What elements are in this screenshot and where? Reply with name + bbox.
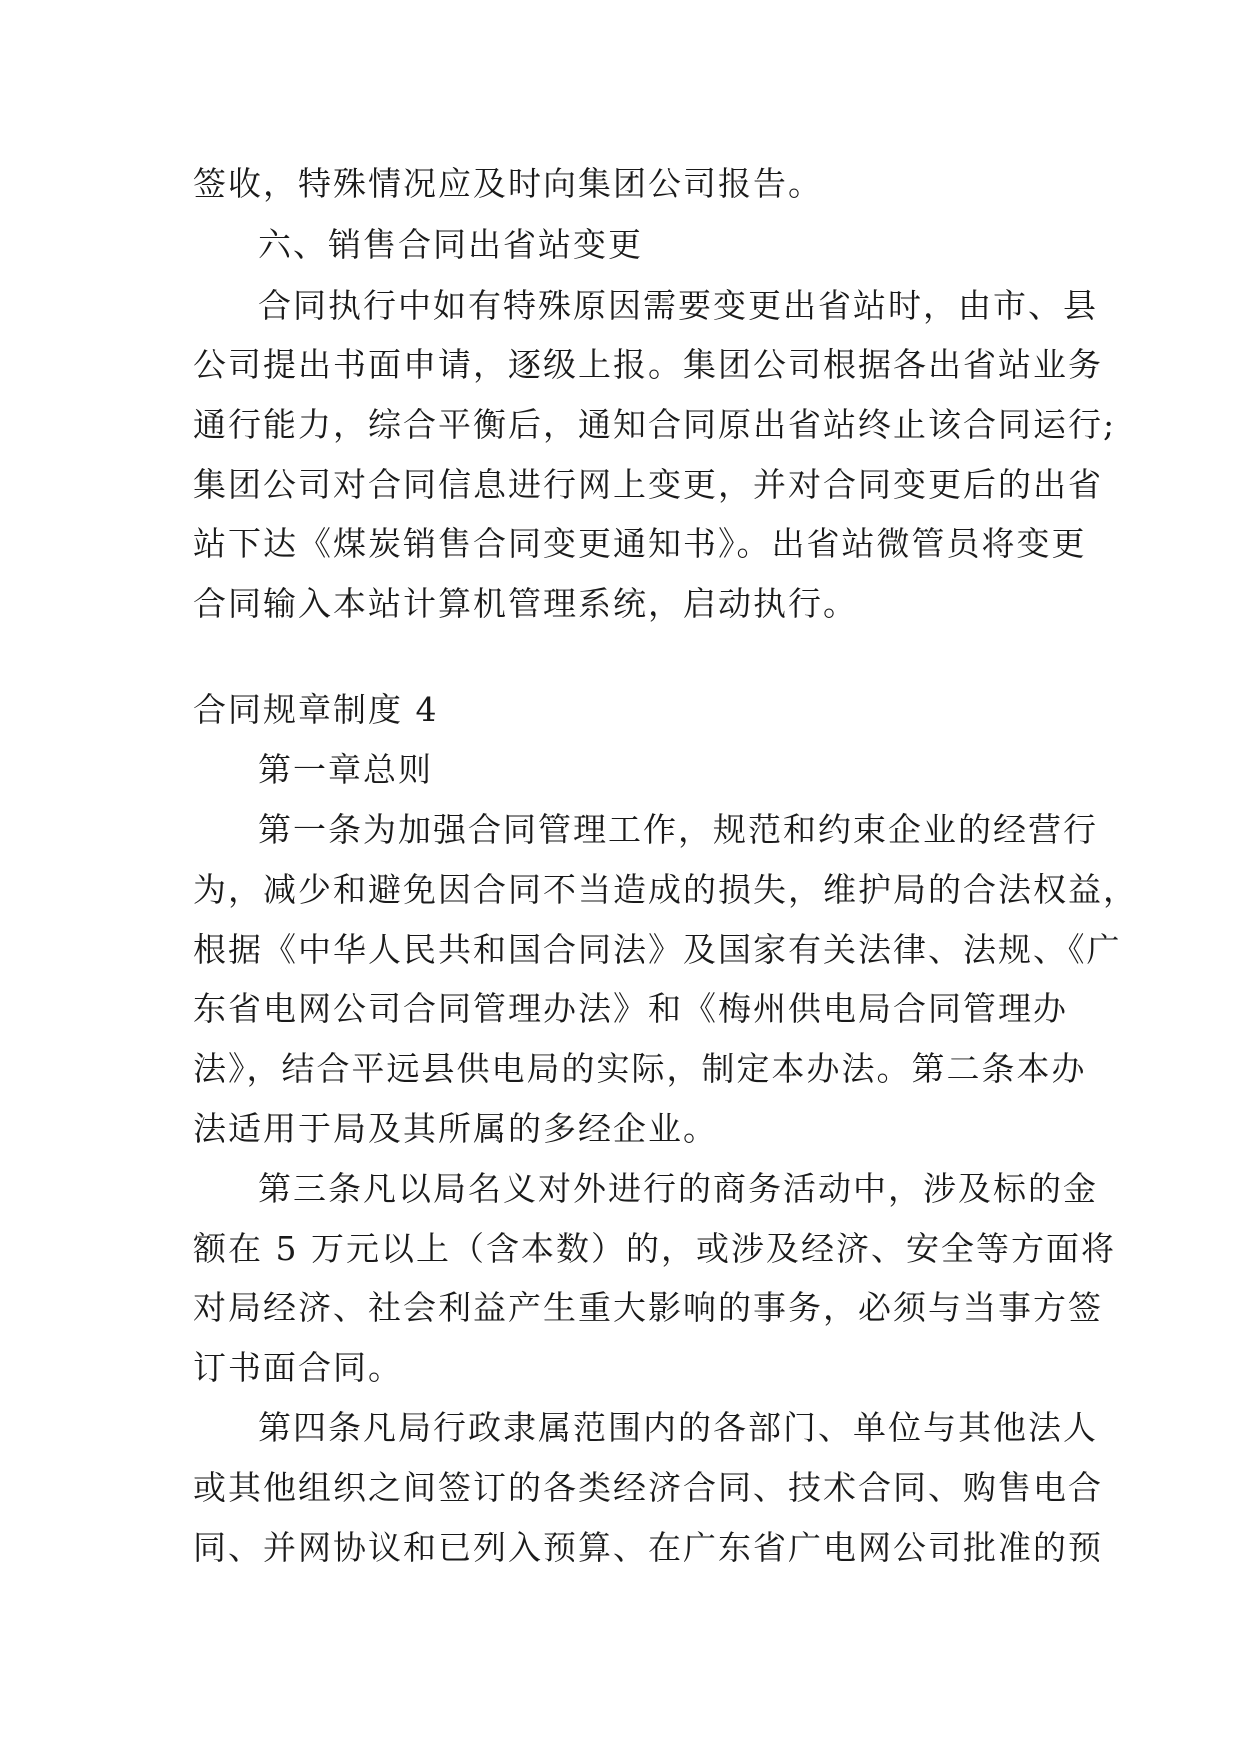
text-line: 同、并网协议和已列入预算、在广东省广电网公司批准的预 (193, 1528, 1103, 1567)
text-line: 集团公司对合同信息进行网上变更，并对合同变更后的出省 (193, 465, 1103, 504)
document-title: 合同规章制度 4 (193, 690, 439, 729)
text-line: 额在 5 万元以上（含本数）的，或涉及经济、安全等方面将 (193, 1229, 1116, 1268)
text-line: 公司提出书面申请，逐级上报。集团公司根据各出省站业务 (193, 345, 1103, 384)
text-line: 东省电网公司合同管理办法》和《梅州供电局合同管理办 (193, 989, 1068, 1028)
text-line: 为，减少和避免因合同不当造成的损失，维护局的合法权益， (193, 870, 1138, 909)
text-line: 法适用于局及其所属的多经企业。 (193, 1109, 718, 1148)
chapter-heading: 第一章总则 (258, 750, 433, 789)
text-line: 合同输入本站计算机管理系统，启动执行。 (193, 584, 858, 623)
text-line: 法》，结合平远县供电局的实际，制定本办法。第二条本办 (193, 1049, 1087, 1088)
text-line: 通行能力，综合平衡后，通知合同原出省站终止该合同运行; (193, 405, 1117, 444)
section-heading: 六、销售合同出省站变更 (258, 225, 643, 264)
text-line: 第四条凡局行政隶属范围内的各部门、单位与其他法人 (258, 1408, 1098, 1447)
text-line: 签收，特殊情况应及时向集团公司报告。 (193, 164, 823, 203)
text-line: 或其他组织之间签订的各类经济合同、技术合同、购售电合 (193, 1468, 1103, 1507)
text-line: 订书面合同。 (193, 1348, 403, 1387)
text-line: 第一条为加强合同管理工作，规范和约束企业的经营行 (258, 810, 1098, 849)
text-line: 对局经济、社会利益产生重大影响的事务，必须与当事方签 (193, 1288, 1103, 1327)
text-line: 站下达《煤炭销售合同变更通知书》。出省站微管员将变更 (193, 524, 1087, 563)
text-line: 合同执行中如有特殊原因需要变更出省站时，由市、县 (258, 286, 1098, 325)
text-line: 第三条凡以局名义对外进行的商务活动中，涉及标的金 (258, 1169, 1098, 1208)
text-line: 根据《中华人民共和国合同法》及国家有关法律、法规、《广 (193, 930, 1122, 969)
